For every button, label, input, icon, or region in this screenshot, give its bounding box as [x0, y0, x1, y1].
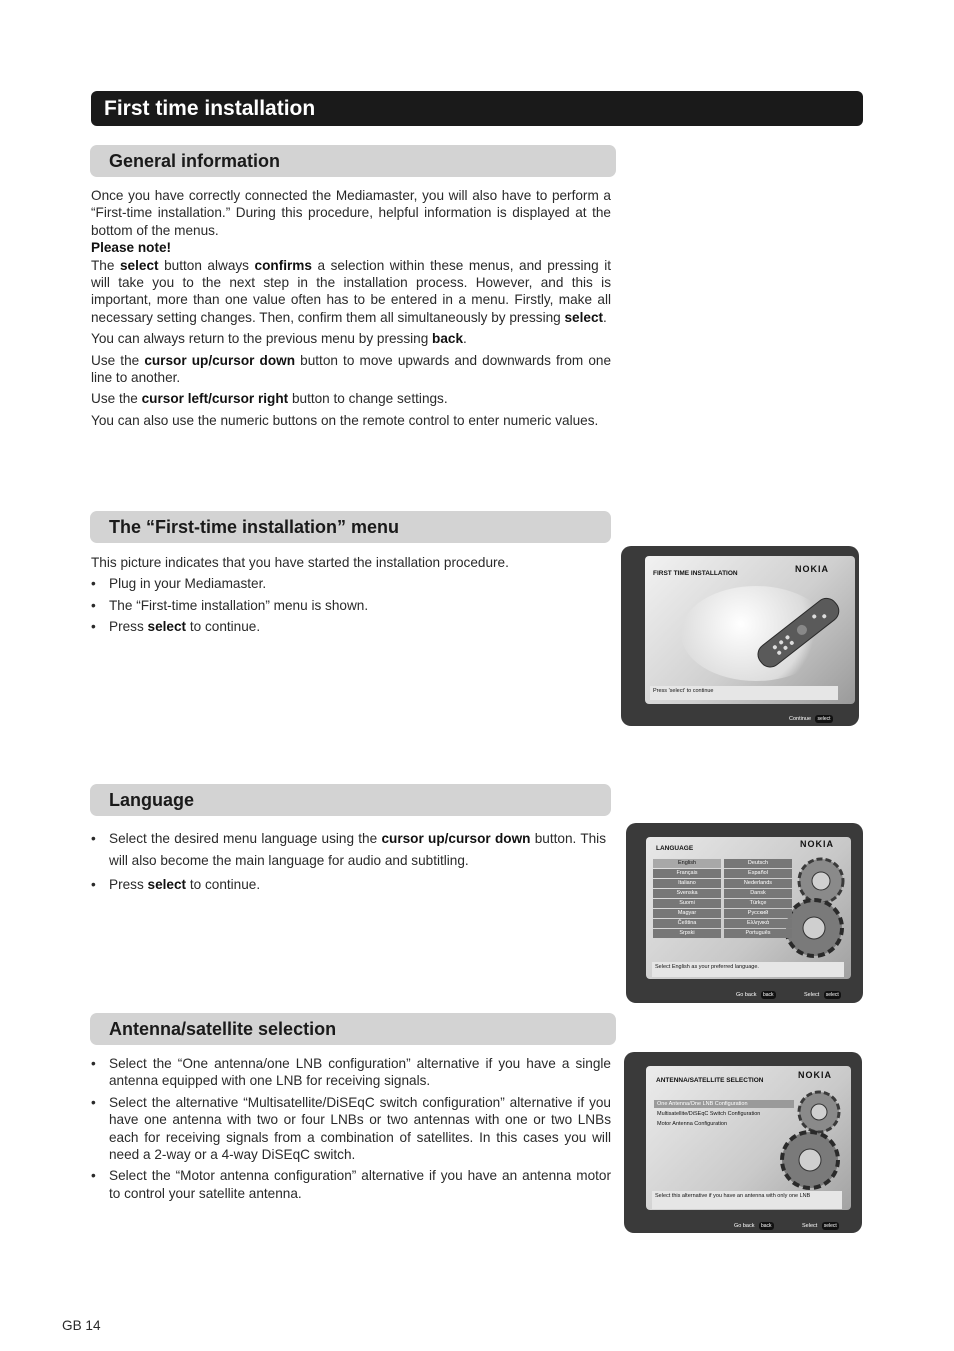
- language-option[interactable]: Suomi: [653, 899, 721, 908]
- section-header-language: [90, 784, 611, 816]
- language-option[interactable]: Italiano: [653, 879, 721, 888]
- fti-body: [91, 554, 606, 640]
- select-key: select: [817, 716, 831, 722]
- language-option[interactable]: English: [653, 859, 721, 868]
- list-item: • Select the desired menu language using the cursor up/cursor down button. This will also become the main language for audio and subtitling.: [91, 828, 606, 872]
- section-header-general: [90, 145, 616, 177]
- antenna-body: [91, 1055, 611, 1206]
- antenna-option[interactable]: One Antenna/One LNB Configuration: [654, 1100, 794, 1108]
- general-body: [91, 187, 611, 433]
- antenna-option[interactable]: Motor Antenna Configuration: [657, 1121, 728, 1127]
- select-key: select: [825, 992, 839, 998]
- remote-control-icon: [741, 586, 856, 681]
- antenna-option[interactable]: Multisatellite/DiSEqC Switch Configuration: [657, 1111, 761, 1117]
- language-option[interactable]: Русский: [724, 909, 792, 918]
- hint-bar: Select this alternative if you have an antenna with only one LNB: [652, 1191, 842, 1209]
- go-back-action: Go back back: [736, 992, 774, 998]
- list-item: • The “First-time installation” menu is shown.: [91, 597, 606, 614]
- language-body: [91, 828, 606, 897]
- note-title: Please note!: [91, 240, 172, 256]
- page-title: First time installation: [104, 97, 316, 120]
- hint-bar: Select English as your preferred language.: [652, 962, 844, 977]
- section-heading: Language: [109, 790, 195, 810]
- page-number: GB 14: [62, 1318, 101, 1333]
- paragraph: Use the cursor up/cursor down button to move upwards and downwards from one line to another.: [91, 352, 612, 386]
- language-option[interactable]: Dansk: [724, 889, 792, 898]
- paragraph: Once you have correctly connected the Mediamaster, you will also have to perform a “First-time installation.” During this procedure, helpful information is displayed at the bottom of the menus.: [91, 188, 611, 238]
- back-key: back: [760, 1223, 772, 1229]
- section-heading: Antenna/satellite selection: [109, 1019, 337, 1039]
- back-key: back: [762, 992, 774, 998]
- language-screenshot: [626, 823, 863, 1003]
- select-action: Select select: [802, 1223, 837, 1229]
- language-option[interactable]: Magyar: [653, 909, 721, 918]
- language-option[interactable]: Srpski: [653, 929, 721, 938]
- select-action: Select select: [804, 992, 839, 998]
- section-header-fti: [90, 511, 611, 543]
- paragraph: The select button always confirms a selection within these menus, and pressing it will take you to the next step in the installation process. However, and this is important, more than one value often has to be entered in a menu. Firstly, make all necessary setting changes. Then, confirm them all simultaneously by pressing select.: [91, 257, 612, 325]
- language-option[interactable]: Nederlands: [724, 879, 792, 888]
- list-item: • Select the alternative “Multisatellite/DiSEqC switch configuration” alternative if you have one antenna with two or four LNBs or two antennas with one or two LNBs each for receiving signals from a combination of satellites. In this cases you will need a 2-way or a 4-way DiSEqC switch.: [91, 1094, 611, 1164]
- list-item: • Press select to continue.: [91, 876, 606, 893]
- language-option[interactable]: Deutsch: [724, 859, 792, 868]
- go-back-action: Go back back: [734, 1223, 772, 1229]
- section-header-antenna: [90, 1013, 616, 1045]
- language-option[interactable]: Français: [653, 869, 721, 878]
- list-item: • Select the “One antenna/one LNB configuration” alternative if you have a single antenna equipped with one LNB for receiving signals.: [91, 1055, 611, 1090]
- language-option[interactable]: Svenska: [653, 889, 721, 898]
- select-key: select: [823, 1223, 837, 1229]
- nokia-logo: NOKIA: [795, 564, 829, 574]
- fti-screenshot: [621, 546, 859, 726]
- page-title-bar: [91, 91, 863, 126]
- paragraph: You can always return to the previous menu by pressing back.: [91, 331, 467, 347]
- screen-title: LANGUAGE: [656, 845, 694, 852]
- continue-action: Continue select: [789, 716, 831, 722]
- section-heading: General information: [109, 151, 281, 171]
- list-item: • Plug in your Mediamaster.: [91, 575, 606, 592]
- hint-bar: Press 'select' to continue: [650, 686, 838, 700]
- language-option[interactable]: Ελληνικά: [724, 919, 792, 928]
- language-option[interactable]: Čeština: [653, 919, 721, 928]
- language-column-1: [653, 859, 721, 939]
- antenna-screenshot: [624, 1052, 862, 1233]
- section-heading: The “First-time installation” menu: [109, 517, 400, 537]
- list-item: • Select the “Motor antenna configuration” alternative if you have an antenna motor to control your satellite antenna.: [91, 1167, 611, 1202]
- language-column-2: [724, 859, 792, 939]
- paragraph: This picture indicates that you have started the installation procedure.: [91, 555, 509, 570]
- language-option[interactable]: Português: [724, 929, 792, 938]
- screen-title: FIRST TIME INSTALLATION: [653, 570, 738, 577]
- screen-title: ANTENNA/SATELLITE SELECTION: [656, 1077, 764, 1084]
- language-option[interactable]: Español: [724, 869, 792, 878]
- paragraph: Use the cursor left/cursor right button to change settings.: [91, 391, 448, 407]
- nokia-logo: NOKIA: [800, 839, 834, 849]
- paragraph: You can also use the numeric buttons on the remote control to enter numeric values.: [91, 412, 599, 428]
- language-option[interactable]: Türkçe: [724, 899, 792, 908]
- list-item: • Press select to continue.: [91, 618, 606, 635]
- nokia-logo: NOKIA: [798, 1070, 832, 1080]
